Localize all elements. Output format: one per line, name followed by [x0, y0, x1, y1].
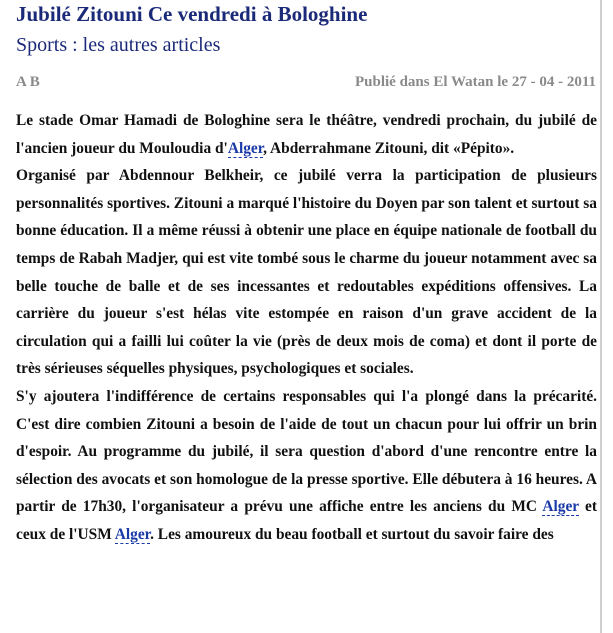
- author-initials: A B: [16, 74, 40, 90]
- paragraph-3: [16, 383, 597, 549]
- alger-link[interactable]: Alger: [542, 498, 579, 516]
- page-border: [600, 0, 602, 633]
- paragraph-2: Organisé par Abdennour Belkheir, ce jubilé verra la participation de plusieurs personnalités sportives. Zitouni a marqué l'histoire du Doyen par son talent et surtout sa bonne éducation. Il a même réussi à obtenir une place en équipe nationale de football du temps de Rabah Madjer, qui est vite tombé sous le charme du joueur notamment avec sa belle touche de balle et de ses incessantes et redoutables expéditions offensives. La carrière du joueur s'est hélas vite estompée en raison d'un grave accident de la circulation qui a failli lui coûter la vie (près de deux mois de coma) et dont il porte de très sérieuses séquelles physiques, psychologiques et sociales.: [16, 167, 597, 378]
- section-subtitle[interactable]: Sports : les autres articles: [16, 34, 221, 56]
- paragraph-3-text-a: S'y ajoutera l'indifférence de certains responsables qui l'a plongé dans la précarité. C'est dire combien Zitouni a besoin de l'aide de tout un chacun pour lui offrir un brin d'espoir. Au programme du jubilé, il sera question d'abord d'une rencontre entre la sélection des avocats et son homologue de la presse sportive. Elle débutera à 16 heures. A partir de 17h30, l'organisateur a prévu une affiche entre les anciens du MC: [16, 387, 597, 516]
- article-body: [16, 107, 597, 549]
- paragraph-1-text-b: , Abderrahmane Zitouni, dit «Pépito».: [263, 139, 515, 157]
- article-title: Jubilé Zitouni Ce vendredi à Bologhine: [16, 2, 368, 26]
- alger-link[interactable]: Alger: [227, 139, 264, 157]
- paragraph-1-text-a: Le stade Omar Hamadi de Bologhine sera le théâtre, vendredi prochain, du jubilé de l'ancien joueur du Mouloudia d': [16, 112, 597, 157]
- paragraph-1: [16, 107, 597, 162]
- paragraph-3-text-c: . Les amoureux du beau football et surtout du savoir faire des: [150, 525, 554, 543]
- publication-info: Publié dans El Watan le 27 - 04 - 2011: [354, 74, 596, 90]
- alger-link[interactable]: Alger: [114, 525, 151, 543]
- paragraph-3-text-b: et ceux de l'USM: [16, 498, 597, 543]
